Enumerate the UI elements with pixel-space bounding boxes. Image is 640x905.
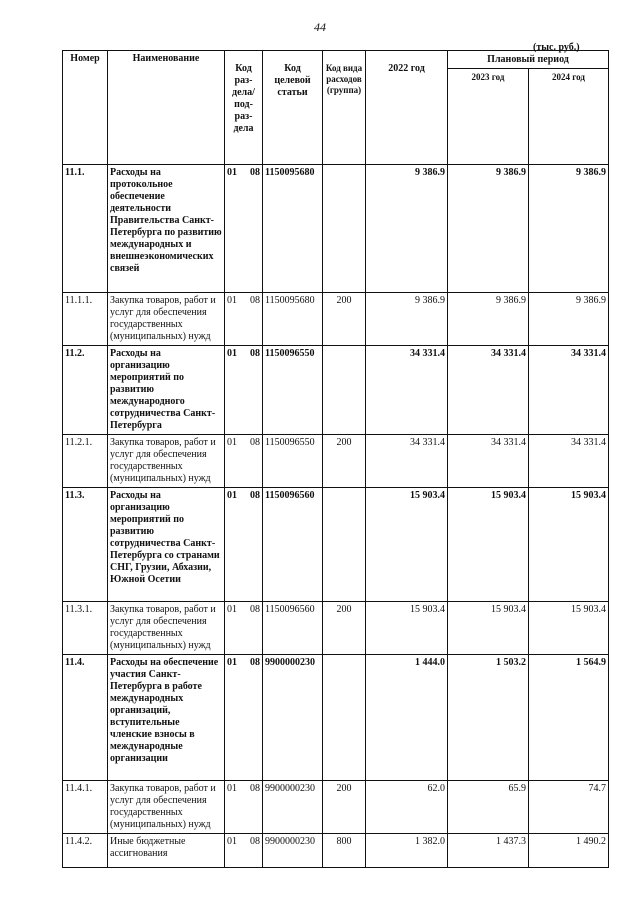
header-year-2024: 2024 год xyxy=(529,69,609,165)
table-row xyxy=(63,602,609,655)
header-target-code: Код целевой статьи xyxy=(263,51,323,165)
subsection-code: 08 xyxy=(250,836,260,847)
row-value-2023: 15 903.4 xyxy=(448,488,529,602)
row-value-2023: 15 903.4 xyxy=(448,602,529,655)
row-value-2024: 9 386.9 xyxy=(529,165,609,293)
row-value-2023: 65.9 xyxy=(448,781,529,834)
row-expense-type xyxy=(323,655,366,781)
header-section-code: Код раз-дела/ под-раз-дела xyxy=(225,51,263,165)
row-name: Расходы на организацию мероприятий по развитию сотрудничества Санкт-Петербурга со странами СНГ, Грузии, Абхазии, Южной Осетии xyxy=(108,488,225,602)
row-name: Закупка товаров, работ и услуг для обеспечения государственных (муниципальных) нужд xyxy=(108,602,225,655)
row-target-code: 1150096550 xyxy=(263,435,323,488)
table-row xyxy=(63,655,609,781)
row-target-code: 1150095680 xyxy=(263,165,323,293)
section-code: 01 xyxy=(227,604,237,615)
row-number: 11.2. xyxy=(63,346,108,435)
row-section-code xyxy=(225,346,263,435)
row-value-2022: 15 903.4 xyxy=(366,602,448,655)
table-row xyxy=(63,488,609,602)
row-number: 11.3. xyxy=(63,488,108,602)
row-number: 11.4. xyxy=(63,655,108,781)
row-value-2024: 15 903.4 xyxy=(529,488,609,602)
row-value-2023: 34 331.4 xyxy=(448,435,529,488)
row-value-2022: 34 331.4 xyxy=(366,346,448,435)
row-name: Закупка товаров, работ и услуг для обеспечения государственных (муниципальных) нужд xyxy=(108,435,225,488)
row-value-2022: 9 386.9 xyxy=(366,293,448,346)
row-name: Расходы на организацию мероприятий по развитию международного сотрудничества Санкт-Петербурга xyxy=(108,346,225,435)
section-code: 01 xyxy=(227,167,237,178)
table-row xyxy=(63,165,609,293)
header-year-2022: 2022 год xyxy=(366,51,448,165)
row-section-code xyxy=(225,781,263,834)
row-section-code xyxy=(225,165,263,293)
subsection-code: 08 xyxy=(250,490,260,501)
units-label: (тыс. руб.) xyxy=(533,42,580,53)
row-target-code: 1150096560 xyxy=(263,602,323,655)
header-number: Номер xyxy=(63,51,108,165)
subsection-code: 08 xyxy=(250,437,260,448)
row-expense-type xyxy=(323,346,366,435)
header-planned-period: Плановый период xyxy=(448,51,609,69)
header-year-2023: 2023 год xyxy=(448,69,529,165)
section-code: 01 xyxy=(227,437,237,448)
row-value-2022: 15 903.4 xyxy=(366,488,448,602)
row-value-2024: 34 331.4 xyxy=(529,346,609,435)
section-code: 01 xyxy=(227,783,237,794)
section-code: 01 xyxy=(227,348,237,359)
page-number: 44 xyxy=(314,20,326,34)
row-section-code xyxy=(225,435,263,488)
row-name: Расходы на протокольное обеспечение деятельности Правительства Санкт-Петербурга по развитию международных и внешнеэкономических связей xyxy=(108,165,225,293)
row-value-2024: 15 903.4 xyxy=(529,602,609,655)
row-number: 11.2.1. xyxy=(63,435,108,488)
row-expense-type xyxy=(323,165,366,293)
row-value-2024: 1 490.2 xyxy=(529,834,609,868)
table-row xyxy=(63,781,609,834)
row-expense-type: 200 xyxy=(323,602,366,655)
section-code: 01 xyxy=(227,490,237,501)
row-name: Закупка товаров, работ и услуг для обеспечения государственных (муниципальных) нужд xyxy=(108,781,225,834)
subsection-code: 08 xyxy=(250,657,260,668)
section-code: 01 xyxy=(227,836,237,847)
subsection-code: 08 xyxy=(250,604,260,615)
row-value-2023: 34 331.4 xyxy=(448,346,529,435)
row-value-2022: 1 382.0 xyxy=(366,834,448,868)
subsection-code: 08 xyxy=(250,167,260,178)
row-expense-type: 800 xyxy=(323,834,366,868)
row-section-code xyxy=(225,602,263,655)
table-row xyxy=(63,293,609,346)
row-target-code: 9900000230 xyxy=(263,781,323,834)
row-value-2024: 34 331.4 xyxy=(529,435,609,488)
row-value-2024: 1 564.9 xyxy=(529,655,609,781)
row-target-code: 1150095680 xyxy=(263,293,323,346)
row-target-code: 1150096560 xyxy=(263,488,323,602)
row-value-2023: 1 437.3 xyxy=(448,834,529,868)
header-expense-type: Код вида расходов (группа) xyxy=(323,51,366,165)
row-value-2022: 62.0 xyxy=(366,781,448,834)
row-target-code: 9900000230 xyxy=(263,834,323,868)
row-name: Закупка товаров, работ и услуг для обеспечения государственных (муниципальных) нужд xyxy=(108,293,225,346)
row-expense-type xyxy=(323,488,366,602)
subsection-code: 08 xyxy=(250,295,260,306)
row-section-code xyxy=(225,488,263,602)
row-expense-type: 200 xyxy=(323,293,366,346)
subsection-code: 08 xyxy=(250,348,260,359)
subsection-code: 08 xyxy=(250,783,260,794)
row-value-2023: 9 386.9 xyxy=(448,165,529,293)
budget-table xyxy=(62,50,609,868)
row-expense-type: 200 xyxy=(323,781,366,834)
row-expense-type: 200 xyxy=(323,435,366,488)
row-number: 11.4.1. xyxy=(63,781,108,834)
row-name: Иные бюджетные ассигнования xyxy=(108,834,225,868)
table-row xyxy=(63,346,609,435)
section-code: 01 xyxy=(227,657,237,668)
table-row xyxy=(63,435,609,488)
row-section-code xyxy=(225,834,263,868)
row-number: 11.3.1. xyxy=(63,602,108,655)
table-row xyxy=(63,834,609,868)
row-value-2023: 1 503.2 xyxy=(448,655,529,781)
row-target-code: 9900000230 xyxy=(263,655,323,781)
row-value-2023: 9 386.9 xyxy=(448,293,529,346)
row-value-2022: 1 444.0 xyxy=(366,655,448,781)
header-name: Наименование xyxy=(108,51,225,165)
row-target-code: 1150096550 xyxy=(263,346,323,435)
row-value-2024: 9 386.9 xyxy=(529,293,609,346)
row-number: 11.4.2. xyxy=(63,834,108,868)
row-value-2022: 34 331.4 xyxy=(366,435,448,488)
row-name: Расходы на обеспечение участия Санкт-Петербурга в работе международных организаций, вступительные членские взносы в международные организации xyxy=(108,655,225,781)
row-number: 11.1. xyxy=(63,165,108,293)
row-number: 11.1.1. xyxy=(63,293,108,346)
section-code: 01 xyxy=(227,295,237,306)
row-section-code xyxy=(225,293,263,346)
row-value-2022: 9 386.9 xyxy=(366,165,448,293)
row-section-code xyxy=(225,655,263,781)
row-value-2024: 74.7 xyxy=(529,781,609,834)
